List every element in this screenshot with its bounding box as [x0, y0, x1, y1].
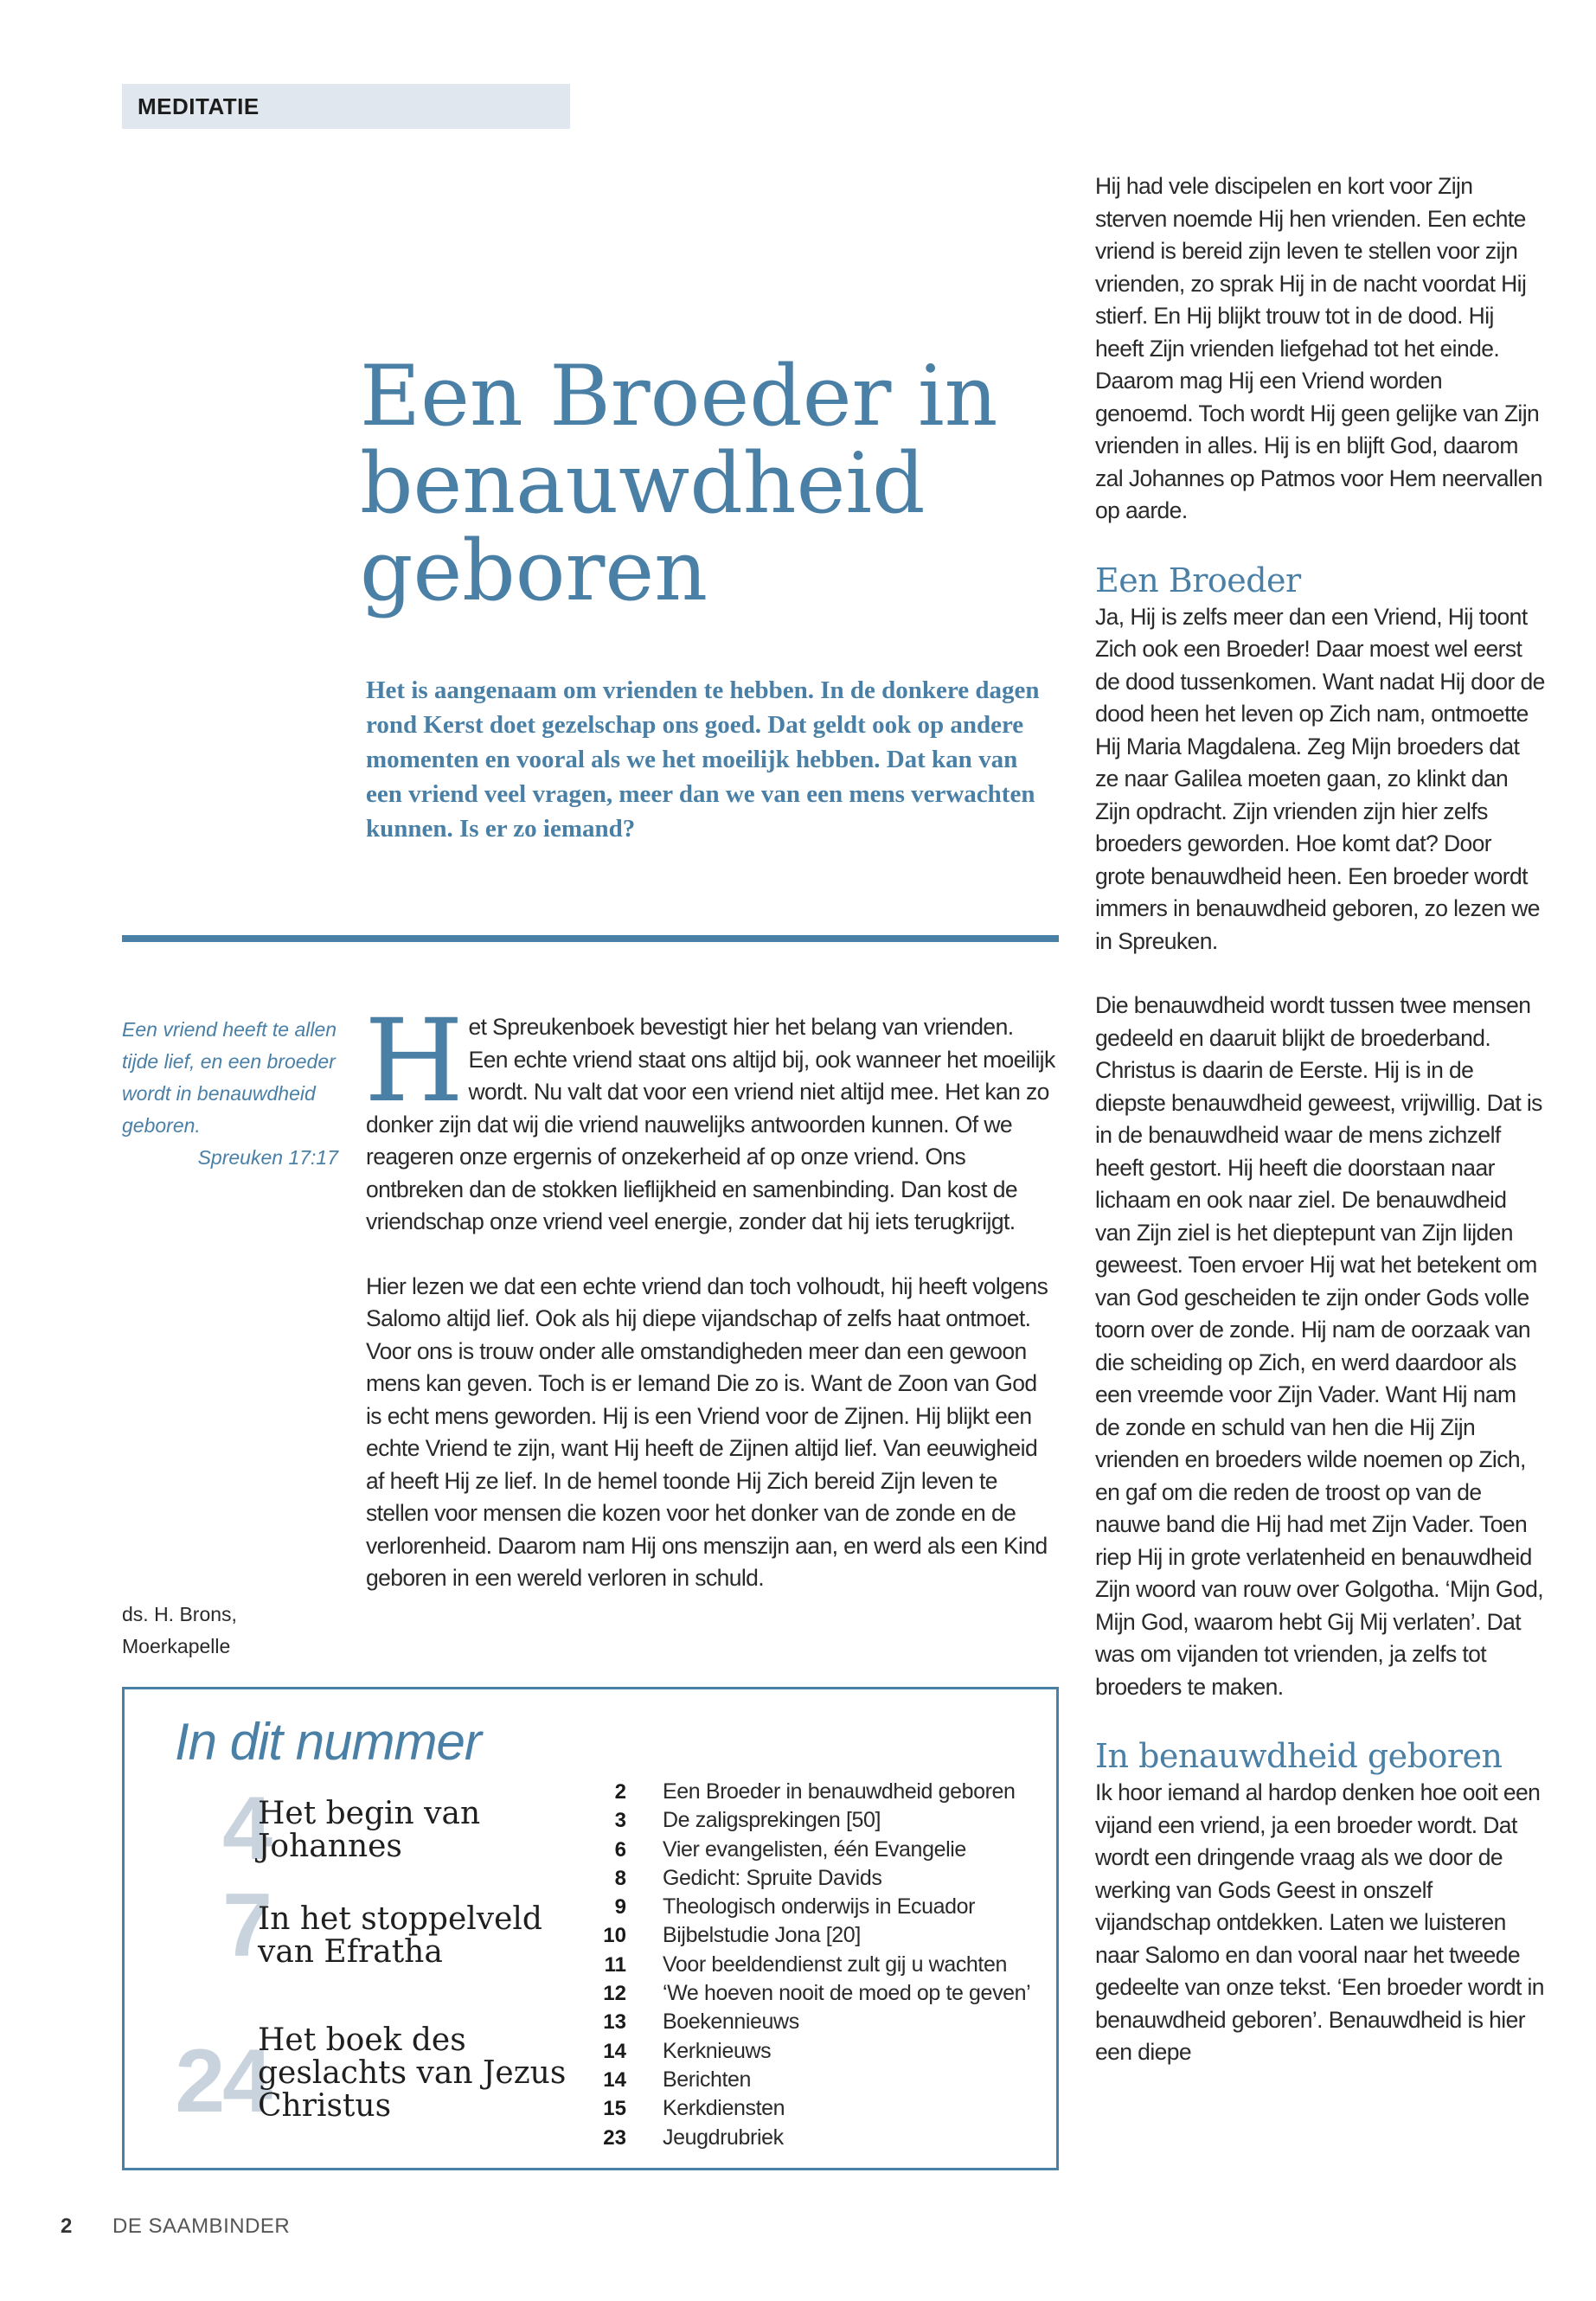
body-paragraph: Hij had vele discipelen en kort voor Zijn sterven noemde Hij hen vrienden. Een echte vriend is bereid zijn leven te stellen voor zijn vrienden, zo sprak Hij in de nacht voordat Hij stierf. En Hij blijkt trouw tot in de dood. Hij heeft Zijn vrienden liefgehad tot het einde. Daarom mag Hij een Vriend worden genoemd. Toch wordt Hij geen gelijke van Zijn vrienden in alles. Hij is en blijft God, daarom zal Johannes op Patmos voor Hem neervallen op aarde. — [1095, 173, 1542, 523]
toc-page-number: 8 — [614, 1866, 626, 1890]
toc-item[interactable] — [579, 2124, 1046, 2152]
body-paragraph — [364, 995, 1058, 1239]
body-paragraph: Ja, Hij is zelfs meer dan een Vriend, Hij toont Zich ook een Broeder! Daar moest wel eerst de dood tussenkomen. Want nadat Hij door de dood heen het leven op Zich nam, ontmoette Hij Maria Magdalena. Zeg Mijn broeders dat ze naar Galilea moeten gaan, zo klinkt dan Zijn opdracht. Zijn vrienden zijn hier zelfs broeders geworden. Hoe komt dat? Door grote benauwdheid heen. Een broeder wordt immers in benauwdheid geboren, zo lezen we in Spreuken. — [1095, 603, 1545, 954]
author-place: Moerkapelle — [122, 1635, 231, 1657]
article-intro: Het is aangenaam om vrienden te hebben. In de donkere dagen rond Kerst doet gezelschap ons goed. Dat geldt ook op andere momenten en vooral als we het moeilijk hebben. Dat kan van een vriend veel vragen, meer dan we van een mens verwachten kunnen. Is er zo iemand? — [366, 676, 1040, 843]
toc-page-number: 15 — [603, 2097, 626, 2121]
toc-item[interactable] — [579, 1921, 1046, 1950]
article-title: Een Broeder in benauwdheid geboren — [360, 348, 998, 619]
toc-label: Kerknieuws — [663, 2038, 772, 2063]
article-body-right — [1095, 170, 1545, 2101]
toc-featured-item[interactable] — [125, 1770, 644, 1879]
article-body-left — [364, 995, 1058, 1627]
toc-page-number: 11 — [604, 1952, 626, 1977]
featured-title: In het stoppelveld van Efratha — [258, 1901, 542, 1970]
toc-page-number: 14 — [603, 2039, 626, 2063]
subheading: In benauwdheid geboren — [1095, 1737, 1503, 1775]
toc-title: In dit nummer — [175, 1713, 481, 1771]
toc-item[interactable] — [579, 2008, 1046, 2036]
toc-item[interactable] — [579, 1778, 1046, 1806]
magazine-name: DE SAAMBINDER — [112, 2214, 291, 2238]
toc-label: De zaligsprekingen [50] — [663, 1808, 881, 1833]
toc-page-number: 13 — [603, 2010, 626, 2035]
toc-label: Bijbelstudie Jona [20] — [663, 1923, 861, 1948]
toc-label: Berichten — [663, 2067, 752, 2092]
section-tag: MEDITATIE — [122, 84, 570, 129]
toc-label: ‘We hoeven nooit de moed op te geven’ — [663, 1981, 1031, 2006]
toc-item[interactable] — [579, 1806, 1046, 1835]
toc-page-number: 12 — [603, 1982, 626, 2006]
quote-reference: Spreuken 17:17 — [197, 1146, 338, 1169]
toc-label: Een Broeder in benauwdheid geboren — [663, 1779, 1016, 1804]
body-paragraph: Ik hoor iemand al hardop denken hoe ooit een vijand een vriend, ja een broeder wordt. Dat wordt een dringende vraag als we door de werking van Gods Geest in onszelf vijandschap ontdekken. Laten we luisteren naar Salomo en dan vooral naar het tweede gedeelte van onze tekst. ‘Een broeder wordt in benauwdheid geboren’. Benauwdheid is hier een diepe — [1095, 1779, 1544, 2065]
quote-text: Een vriend heeft te allen tijde lief, en een broeder wordt in benauwdheid geboren. — [122, 1018, 337, 1137]
featured-title: Het begin van Johannes — [258, 1796, 481, 1864]
body-paragraph-text: et Spreukenboek bevestigt hier het belang van vrienden. Een echte vriend staat ons altijd bij, ook wanneer het moeilijk wordt. Nu valt dat voor een vriend niet altijd mee. Het kan zo donker zijn dat wij die vriend nauwelijks antwoorden kunnen. Of we reageren onze ergernis of onzekerheid af op onze vriend. Ons ontbreken dan de stokken lieflijkheid en samenbinding. Dan kost de vriendschap onze vriend veel energie, zonder dat hij iets terugkrijgt. — [366, 1014, 1055, 1234]
toc-label: Jeugdrubriek — [663, 2125, 784, 2150]
toc-item[interactable] — [579, 1951, 1046, 1979]
body-paragraph: Die benauwdheid wordt tussen twee mensen gedeeld en daaruit blijkt de broederband. Christus is daarin de Eerste. Hij is in de diepste benauwdheid geweest, vrijwillig. Dat is in de benauwdheid waar de mens zichzelf heeft gestort. Hij heeft die doorstaan naar lichaam en ook naar ziel. De benauwdheid van Zijn ziel is het dieptepunt van Zijn lijden geweest. Toen ervoer Hij wat het betekent om van God gescheiden te zijn onder Gods volle toorn over de zonde. Hij nam de oorzaak van die scheiding op Zich, en werd daardoor als een vreemde voor Zijn Vader. Want Hij nam de zonde en schuld van hen die Hij Zijn vrienden en broeders wilde noemen op Zich, en gaf om die reden de troost op van de nauwe band die Hij had met Zijn Vader. Toen riep Hij in grote verlatenheid en benauwdheid Zijn woord van rouw over Golgotha. ‘Mijn God, Mijn God, waarom hebt Gij Mij verlaten’. Dat was om vijanden tot vrienden, ja zelfs tot broeders te maken. — [1095, 992, 1543, 1700]
toc-page-number: 23 — [603, 2125, 626, 2150]
toc-label: Boekennieuws — [663, 2009, 799, 2035]
toc-item[interactable] — [579, 1979, 1046, 2008]
body-paragraph: Hier lezen we dat een echte vriend dan toch volhoudt, hij heeft volgens Salomo altijd lief. Ook als hij diepe vijandschap of zelfs haat ontmoet. Voor ons is trouw onder alle omstandigheden meer dan een gewoon mens kan geven. Toch is er Iemand Die zo is. Want de Zoon van God is echt mens geworden. Hij is een Vriend voor de Zijnen. Hij blijkt een echte Vriend te zijn, want Hij heeft de Zijnen altijd lief. Van eeuwigheid af heeft Hij ze lief. In de hemel toonde Hij Zich bereid Zijn leven te stellen voor mensen die kozen voor het donker van de zonde en de verlorenheid. Daarom nam Hij ons menszijn aan, en werd als een Kind geboren in een wereld verloren in schuld. — [366, 1272, 1048, 1591]
drop-cap: H — [364, 995, 464, 1128]
table-of-contents — [122, 1687, 1059, 2170]
footer-page-number: 2 — [61, 2214, 73, 2238]
toc-item[interactable] — [579, 2066, 1046, 2094]
toc-item[interactable] — [579, 1864, 1046, 1893]
toc-label: Kerkdiensten — [663, 2096, 785, 2121]
subheading: Een Broeder — [1095, 561, 1301, 599]
toc-list — [579, 1778, 1046, 2152]
toc-label: Vier evangelisten, één Evangelie — [663, 1836, 966, 1862]
author-name: ds. H. Brons, — [122, 1603, 237, 1625]
toc-page-number: 6 — [614, 1837, 626, 1862]
toc-page-number: 10 — [603, 1924, 626, 1948]
page-footer — [61, 2214, 290, 2240]
toc-item[interactable] — [579, 2037, 1046, 2066]
featured-page-number: 24 — [175, 2031, 270, 2131]
toc-page-number: 9 — [614, 1895, 626, 1920]
featured-title: Het boek des geslachts van Jezus Christus — [258, 2022, 567, 2124]
featured-page-number: 4 — [222, 1779, 270, 1879]
toc-page-number: 3 — [614, 1809, 626, 1833]
featured-page-number: 7 — [222, 1875, 270, 1976]
scripture-quote — [122, 1014, 338, 1174]
toc-label: Theologisch onderwijs in Ecuador — [663, 1894, 976, 1920]
toc-featured-item[interactable] — [125, 2022, 644, 2131]
toc-item[interactable] — [579, 1836, 1046, 1864]
toc-item[interactable] — [579, 1893, 1046, 1921]
toc-featured-item[interactable] — [125, 1867, 644, 1976]
toc-item[interactable] — [579, 2094, 1046, 2123]
divider-rule — [122, 935, 1059, 942]
toc-label: Gedicht: Spruite Davids — [663, 1865, 882, 1890]
toc-page-number: 14 — [603, 2067, 626, 2092]
author-credit — [122, 1599, 338, 1663]
toc-label: Voor beeldendienst zult gij u wachten — [663, 1952, 1007, 1977]
toc-page-number: 2 — [614, 1780, 626, 1804]
